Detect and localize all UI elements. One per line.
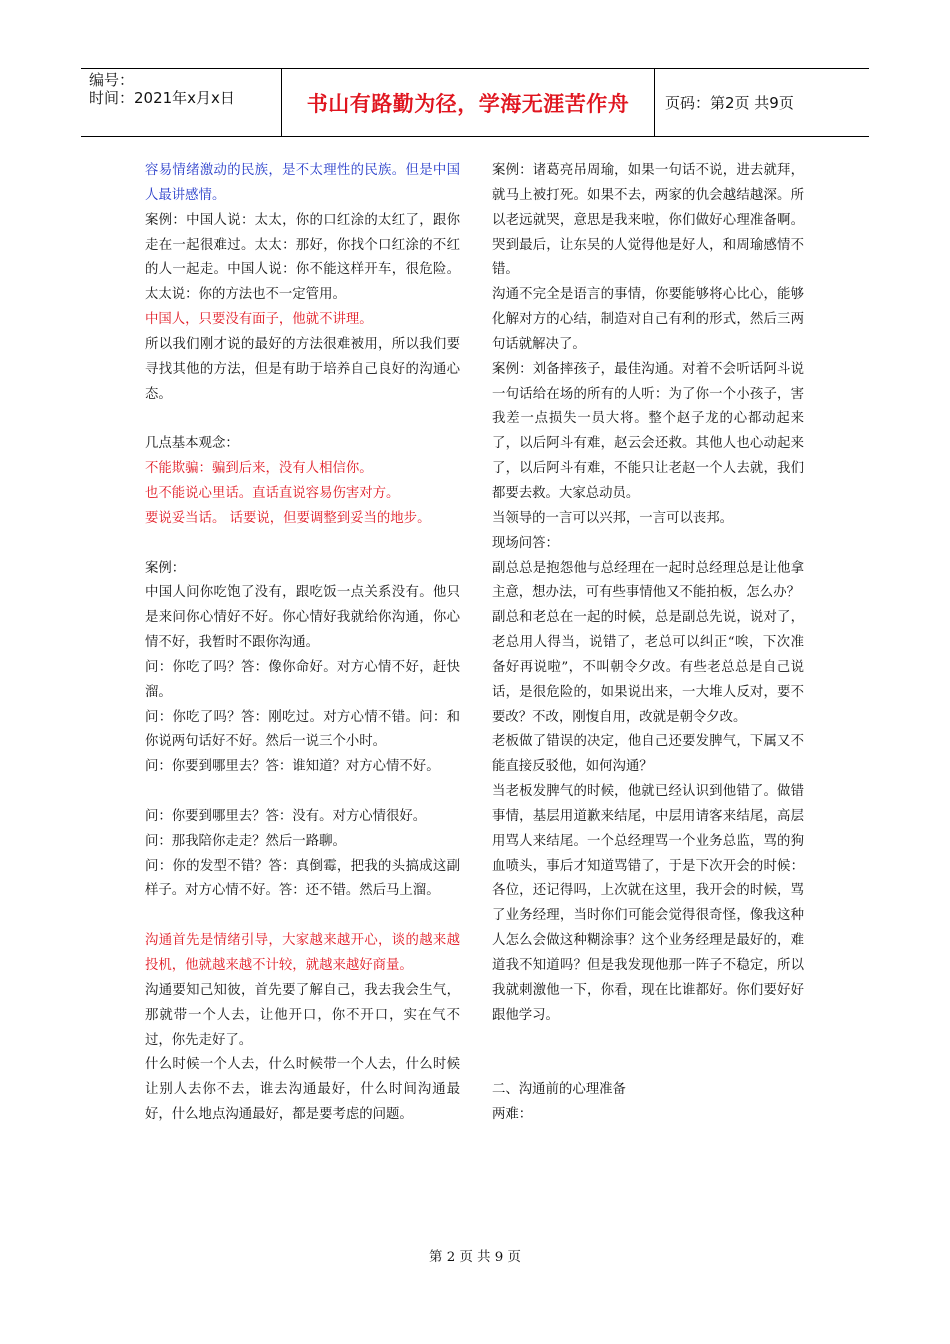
paragraph: 问：你要到哪里去？答：没有。对方心情很好。 (145, 808, 427, 824)
paragraph: 二、沟通前的心理准备 (492, 1082, 626, 1098)
paragraph: 案例：诸葛亮吊周瑜，如果一句话不说，进去就拜，就马上被打死。如果不去，两家的仇会越结越深。所以老远就哭，意思是我来啦，你们做好心理准备啊。哭到最后，让东吴的人觉得他是好人，和周瑜感情不错。 (492, 163, 804, 278)
document-number-label: 编号： (89, 71, 135, 89)
paragraph: 容易情绪激动的民族，是不太理性的民族。但是中国人最讲感情。 (145, 163, 460, 203)
paragraph: 问：你的发型不错？答：真倒霉，把我的头搞成这副样子。对方心情不好。答：还不错。然后马上溜。 (145, 858, 460, 899)
paragraph: 问：你吃了吗？答：像你命好。对方心情不好，赶快溜。 (145, 659, 460, 700)
header-page-info: 页码：第2页 共9页 (665, 94, 794, 112)
blank-line (492, 1053, 804, 1078)
blank-line (145, 780, 460, 805)
paragraph: 沟通首先是情绪引导，大家越来越开心，谈的越来越投机，他就越来越不计较，就越来越好商量。 (145, 933, 460, 973)
page-header (81, 68, 869, 137)
paragraph: 问：你要到哪里去？答：谁知道？对方心情不好。 (145, 759, 440, 775)
paragraph: 问：那我陪你走走？然后一路聊。 (145, 833, 346, 849)
paragraph: 中国人，只要没有面子，他就不讲理。 (145, 312, 373, 328)
paragraph: 案例： (145, 560, 186, 576)
paragraph: 老板做了错误的决定，他自己还要发脾气，下属又不能直接反驳他，如何沟通？ (492, 734, 804, 775)
right-text-column (492, 159, 804, 1128)
header-motto-cell (281, 69, 655, 136)
blank-line (145, 532, 460, 557)
paragraph: 沟通要知己知彼，首先要了解自己，我去我会生气，那就带一个人去，让他开口，你不开口，实在气不过，你先走好了。 (145, 982, 460, 1048)
paragraph: 副总和老总在一起的时候，总是副总先说，说对了，老总用人得当，说错了，老总可以纠正“唉，下次准备好再说啦”，不叫朝令夕改。有些老总总是自己说话，是很危险的，如果说出来，一大堆人反对，要不要改？不改，刚愎自用，改就是朝令夕改。 (492, 610, 804, 725)
blank-line (145, 904, 460, 929)
left-text-column (145, 159, 460, 1128)
blank-line (145, 407, 460, 432)
paragraph: 不能欺骗：骗到后来，没有人相信你。 (145, 461, 373, 477)
paragraph: 也不能说心里话。直话直说容易伤害对方。 (145, 485, 400, 501)
paragraph: 案例：刘备摔孩子，最佳沟通。对着不会听话阿斗说一句话给在场的所有的人听：为了你一个小孩子，害我差一点损失一员大将。整个赵子龙的心都动起来了，以后阿斗有难，赵云会还救。其他人也心动起来了，以后阿斗有难，不能只让老赵一个人去就，我们都要去救。大家总动员。 (492, 361, 804, 501)
paragraph: 当老板发脾气的时候，他就已经认识到他错了。做错事情，基层用道歉来结尾，中层用请客来结尾，高层用骂人来结尾。一个总经理骂一个业务总监，骂的狗血喷头，事后才知道骂错了，于是下次开会的时候：各位，还记得吗，上次就在这里，我开会的时候，骂了业务经理，当时你们可能会觉得很奇怪，像我这种人怎么会做这种糊涂事？这个业务经理是最好的，难道我不知道吗？但是我发现他那一阵子不稳定，所以我就刺激他一下，你看，现在比谁都好。你们要好好跟他学习。 (492, 784, 804, 1023)
paragraph: 中国人问你吃饱了没有，跟吃饭一点关系没有。他只是来问你心情好不好。你心情好我就给你沟通，你心情不好，我暂时不跟你沟通。 (145, 585, 460, 651)
paragraph: 两难： (492, 1107, 533, 1123)
paragraph: 现场问答： (492, 535, 559, 551)
header-page-info-cell (655, 69, 869, 136)
paragraph: 问：你吃了吗？答：刚吃过。对方心情不错。问：和你说两句话好不好。然后一说三个小时。 (145, 709, 460, 750)
paragraph: 要说妥当话。 话要说，但要调整到妥当的地步。 (145, 510, 431, 526)
header-meta (81, 69, 281, 136)
paragraph: 所以我们刚才说的最好的方法很难被用，所以我们要寻找其他的方法，但是有助于培养自己良好的沟通心态。 (145, 336, 460, 402)
paragraph: 沟通不完全是语言的事情，你要能够将心比心，能够化解对方的心结，制造对自己有利的形式，然后三两句话就解决了。 (492, 287, 804, 352)
paragraph: 案例：中国人说：太太，你的口红涂的太红了，跟你走在一起很难过。太太：那好，你找个口红涂的不红的人一起走。中国人说：你不能这样开车，很危险。太太说：你的方法也不一定管用。 (145, 212, 460, 303)
paragraph: 几点基本观念： (145, 436, 239, 452)
document-time-label: 时间：2021年x月x日 (89, 89, 235, 107)
paragraph: 副总总是抱怨他与总经理在一起时总经理总是让他拿主意，想办法，可有些事情他又不能拍板，怎么办？ (492, 560, 804, 601)
paragraph: 当领导的一言可以兴邦，一言可以丧邦。 (492, 510, 734, 526)
header-motto: 书山有路勤为径，学海无涯苦作舟 (306, 91, 630, 116)
paragraph: 什么时候一个人去，什么时候带一个人去，什么时候让别人去你不去，谁去沟通最好，什么时间沟通最好，什么地点沟通最好，都是要考虑的问题。 (145, 1057, 460, 1123)
blank-line (492, 1029, 804, 1054)
page-footer: 第 2 页 共 9 页 (429, 1250, 521, 1265)
